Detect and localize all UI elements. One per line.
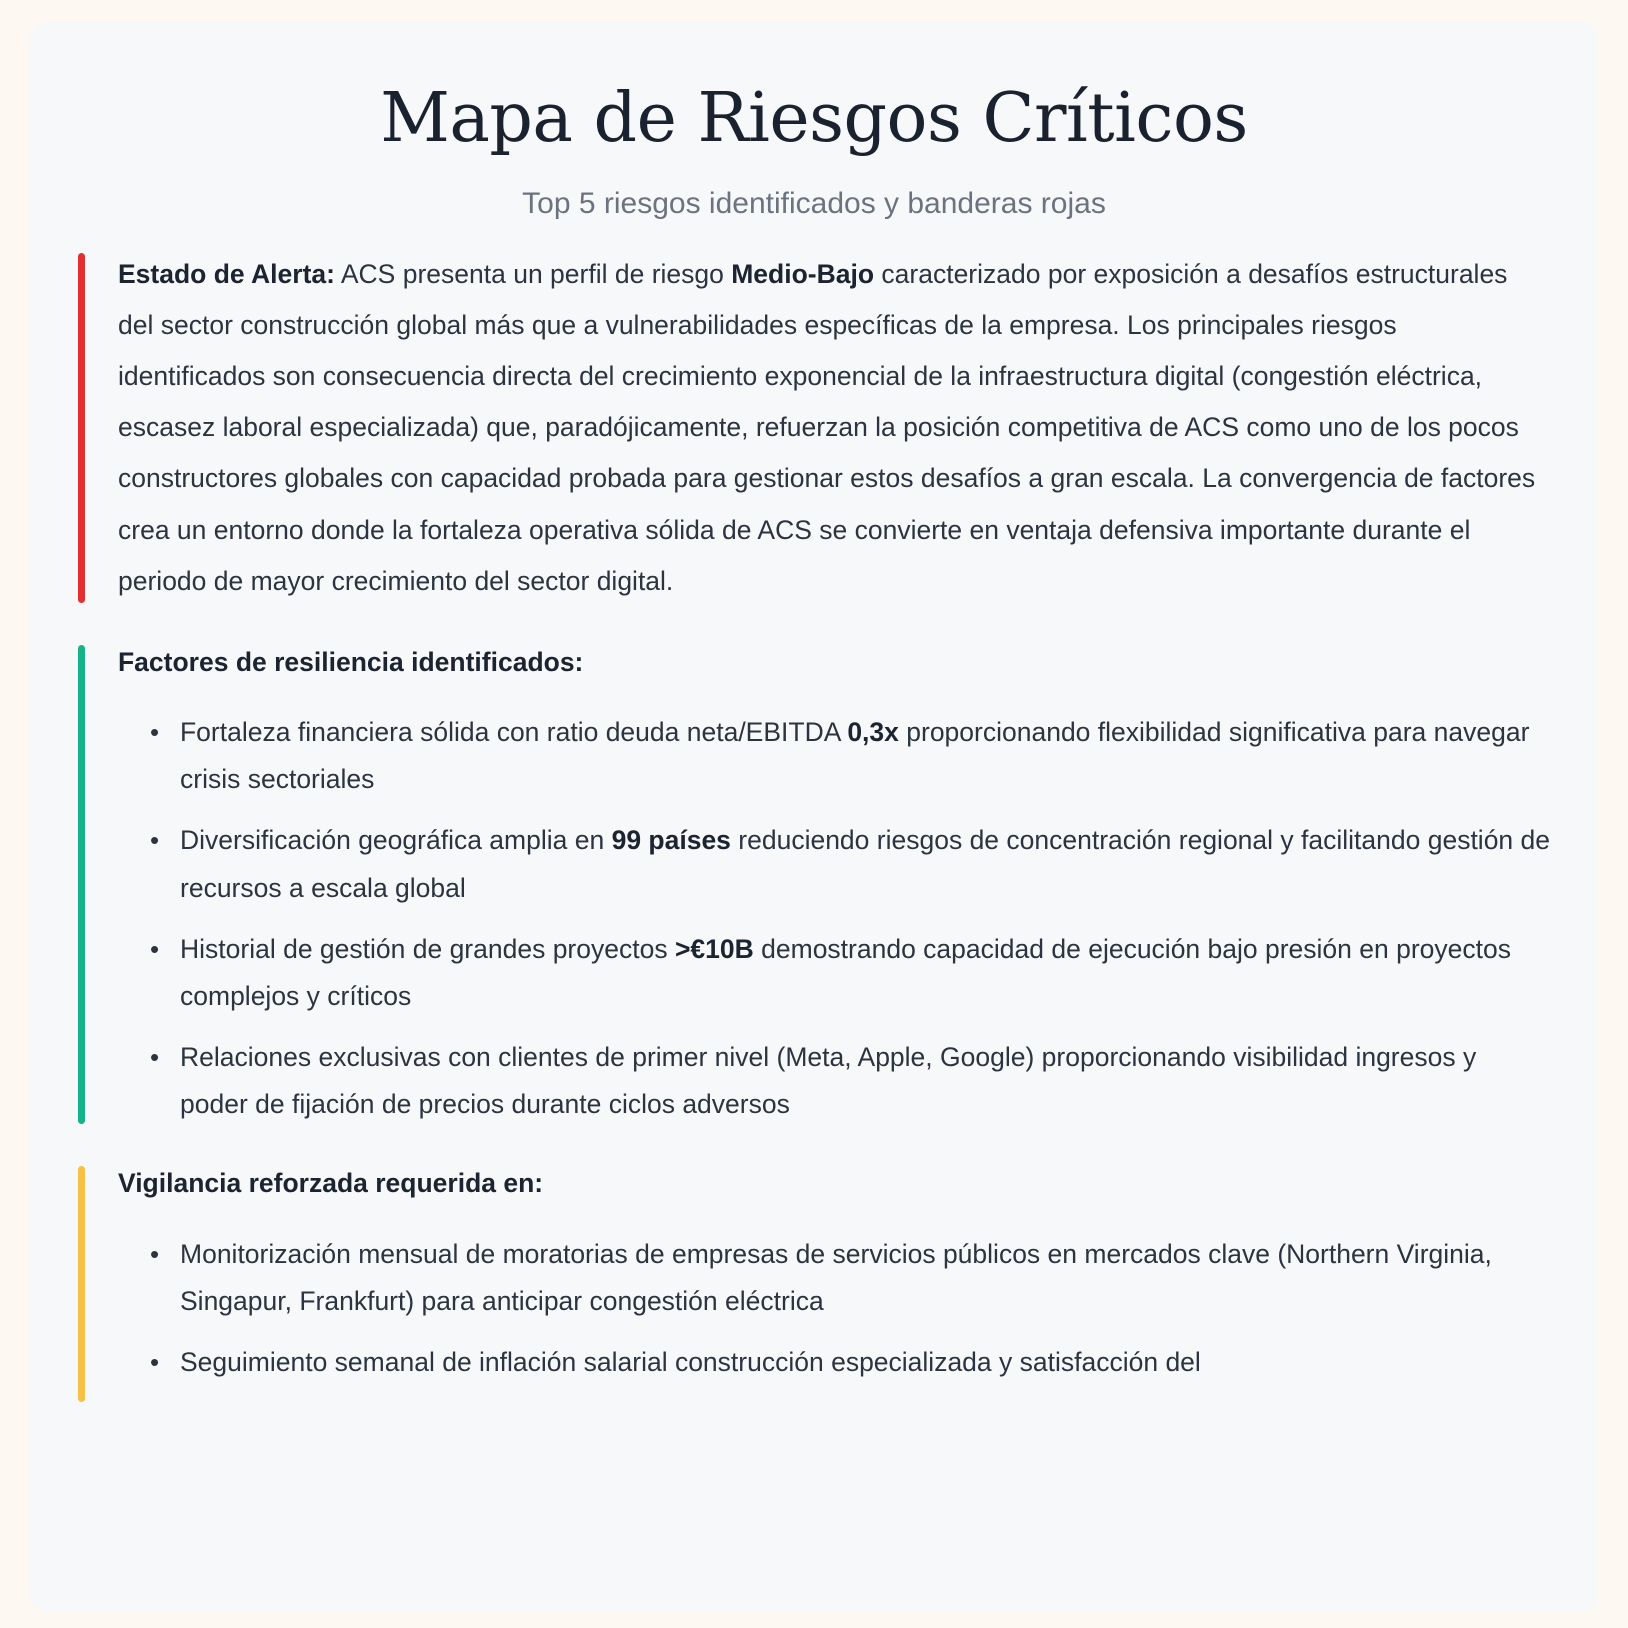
list-item: [176, 1034, 1550, 1128]
list-item-text-before: Monitorización mensual de moratorias de empresas de servicios públicos en mercados clave (Northern Virginia, Singapur, Frankfurt) para anticipar congestión eléctrica: [180, 1238, 1492, 1316]
alert-text-1: ACS presenta un perfil de riesgo: [334, 258, 732, 289]
list-item-text-before: Fortaleza financiera sólida con ratio deuda neta/EBITDA: [180, 717, 848, 748]
list-item-text-before: Diversificación geográfica amplia en: [180, 825, 612, 856]
list-item-text-after: demostrando capacidad de ejecución bajo presión en proyectos complejos y críticos: [180, 933, 1511, 1011]
list-item-highlight: 0,3x: [847, 717, 899, 748]
risk-map-card: [30, 22, 1598, 1612]
watch-heading: Vigilancia reforzada requerida en:: [118, 1168, 544, 1199]
resilience-heading: Factores de resiliencia identificados:: [118, 646, 584, 677]
list-item: [176, 817, 1550, 911]
alert-label: Estado de Alerta:: [118, 258, 335, 289]
list-item: [176, 1231, 1550, 1325]
section-alert: [78, 249, 1550, 607]
alert-paragraph: [118, 249, 1550, 607]
page-title: Mapa de Riesgos Críticos: [380, 79, 1248, 158]
list-item-text-after: reduciendo riesgos de concentración regional y facilitando gestión de recursos a escala global: [180, 825, 1551, 903]
watch-list: [118, 1231, 1550, 1386]
alert-text-2: caracterizado por exposición a desafíos estructurales del sector construcción global más que a vulnerabilidades específicas de la empresa. Los principales riesgos identificados son consecuencia directa del crecimiento exponencial de la infraestructura digital (congestión eléctrica, escasez laboral especializada) que, paradójicamente, refuerzan la posición competitiva de ACS como uno de los pocos constructores globales con capacidad probada para gestionar estos desafíos a gran escala. La convergencia de factores crea un entorno donde la fortaleza operativa sólida de ACS se convierte en ventaja defensiva importante durante el periodo de mayor crecimiento del sector digital.: [118, 258, 1536, 596]
list-item-text-after: proporcionando flexibilidad significativa para navegar crisis sectoriales: [180, 717, 1530, 795]
section-resilience: [78, 641, 1550, 1129]
list-item-text-before: Seguimiento semanal de inflación salarial construcción especializada y satisfacción del: [180, 1347, 1201, 1378]
alert-highlight: Medio-Bajo: [731, 258, 875, 289]
page-subtitle: Top 5 riesgos identificados y banderas rojas: [522, 186, 1106, 220]
list-item: [176, 926, 1550, 1020]
list-item: [176, 1339, 1550, 1386]
section-watch: [78, 1162, 1550, 1406]
list-item-highlight: 99 países: [611, 825, 731, 856]
list-item-text-before: Relaciones exclusivas con clientes de primer nivel (Meta, Apple, Google) proporcionando visibilidad ingresos y poder de fijación de precios durante ciclos adversos: [180, 1042, 1477, 1120]
list-item-highlight: >€10B: [674, 933, 754, 964]
list-item: [176, 709, 1550, 803]
resilience-list: [118, 709, 1550, 1128]
list-item-text-before: Historial de gestión de grandes proyectos: [180, 933, 675, 964]
